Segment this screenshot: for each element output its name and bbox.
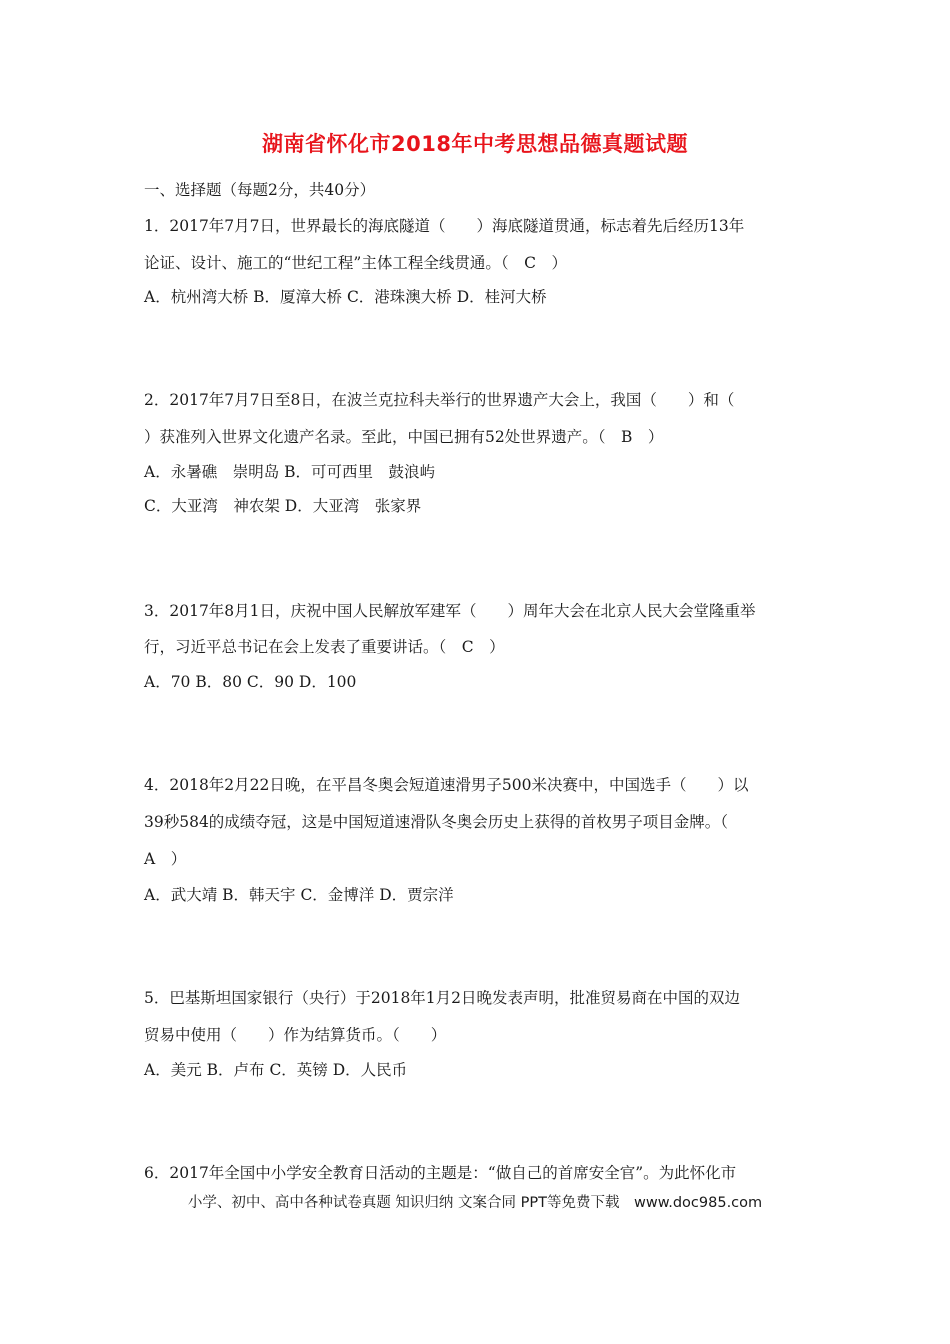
question-text-line: 4．2018年2月22日晚，在平昌冬奥会短道速滑男子500米决赛中，中国选手（ ）以 — [144, 776, 749, 794]
question-options: A．美元 B．卢布 C．英镑 D．人民币 — [144, 1061, 408, 1079]
question-text-line: 贸易中使用（ ）作为结算货币。（ ） — [144, 1026, 447, 1044]
question-text-line: 2．2017年7月7日至8日，在波兰克拉科夫举行的世界遗产大会上，我国（ ）和（ — [144, 391, 735, 409]
question-text-line: 6．2017年全国中小学安全教育日活动的主题是：“做自己的首席安全官”。为此怀化市 — [144, 1164, 737, 1182]
page-footer: 小学、初中、高中各种试卷真题 知识归纳 文案合同 PPT等免费下载 www.doc985.com — [187, 1195, 763, 1211]
question-text-line: ）获准列入世界文化遗产名录。至此，中国已拥有52处世界遗产。（ B ） — [144, 428, 664, 446]
question-text-line: 39秒584的成绩夺冠，这是中国短道速滑队冬奥会历史上获得的首枚男子项目金牌。（ — [144, 813, 729, 831]
question-text-line: 1．2017年7月7日，世界最长的海底隧道（ ）海底隧道贯通，标志着先后经历13年 — [144, 217, 745, 235]
question-options: A．武大靖 B．韩天宇 C．金博洋 D．贾宗洋 — [144, 886, 454, 904]
document-title: 湖南省怀化市2018年中考思想品德真题试题 — [262, 132, 688, 156]
question-text-line: 论证、设计、施工的“世纪工程”主体工程全线贯通。（ C ） — [144, 254, 567, 272]
question-options: C．大亚湾 神农架 D．大亚湾 张家界 — [144, 497, 422, 515]
question-options: A．永暑礁 崇明岛 B．可可西里 鼓浪屿 — [144, 463, 436, 481]
question-options: A．杭州湾大桥 B．厦漳大桥 C．港珠澳大桥 D．桂河大桥 — [144, 288, 547, 306]
section-heading: 一、选择题（每题2分，共40分） — [144, 181, 376, 199]
question-text-line: 3．2017年8月1日，庆祝中国人民解放军建军（ ）周年大会在北京人民大会堂隆重举 — [144, 602, 756, 620]
question-text-line: A ） — [144, 850, 187, 868]
question-text-line: 5．巴基斯坦国家银行（央行）于2018年1月2日晚发表声明，批准贸易商在中国的双边 — [144, 989, 741, 1007]
question-text-line: 行，习近平总书记在会上发表了重要讲话。（ C ） — [144, 638, 505, 656]
question-options: A．70 B．80 C．90 D．100 — [144, 673, 357, 691]
